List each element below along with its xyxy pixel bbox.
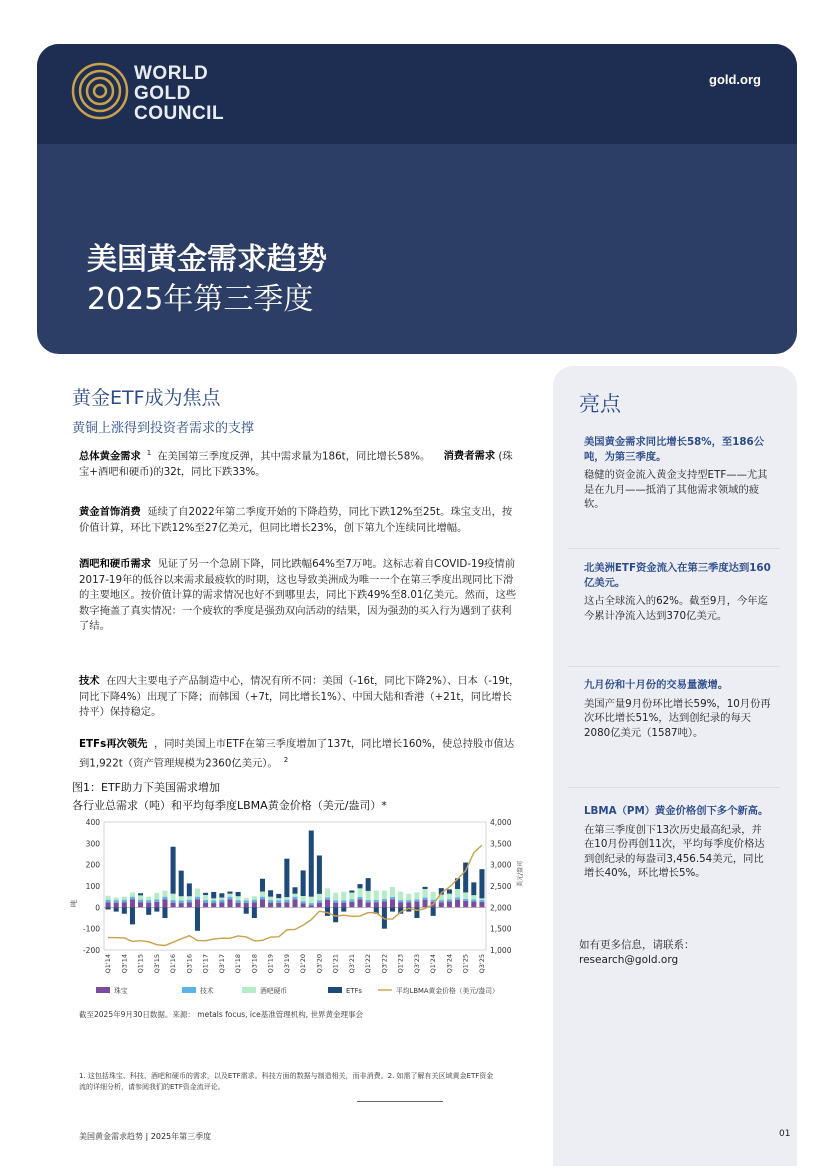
highlight-item: 九月份和十月份的交易量激增。 美国产量9月份环比增长59%，10月份再次环比增长51%，达到创纪录的每天2080亿美元（1587吨）。 — [584, 679, 771, 739]
bar-珠宝 — [317, 903, 322, 908]
bar-酒吧硬币 — [349, 893, 354, 900]
bar-ETFs — [325, 907, 330, 916]
bar-酒吧硬币 — [431, 892, 436, 900]
bar-酒吧硬币 — [236, 896, 241, 900]
x-tick-label: Q3'16 — [185, 954, 194, 974]
bar-ETFs — [195, 907, 200, 930]
bar-酒吧硬币 — [358, 888, 363, 897]
bar-ETFs — [260, 879, 265, 892]
highlight-divider — [568, 666, 780, 667]
bar-酒吧硬币 — [284, 897, 289, 900]
bar-技术 — [146, 900, 151, 903]
bar-珠宝 — [203, 903, 208, 908]
wgc-logo-icon — [71, 62, 129, 120]
left-axis-label: 吨 — [70, 900, 78, 907]
highlight-item: 美国黄金需求同比增长58%，至186公吨，为第三季度。 稳健的资金流入黄金支持型ETF——尤其是在九月——抵消了其他需求领域的疲软。 — [584, 436, 768, 510]
bar-技术 — [398, 900, 403, 902]
bar-珠宝 — [130, 899, 135, 907]
bar-ETFs — [171, 847, 176, 894]
bar-珠宝 — [244, 903, 249, 907]
bar-技术 — [219, 900, 224, 903]
x-tick-label: Q1'14 — [104, 954, 113, 974]
bar-珠宝 — [268, 903, 273, 908]
x-tick-label: Q1'20 — [299, 954, 308, 974]
bar-ETFs — [301, 870, 306, 896]
bar-技术 — [179, 901, 184, 904]
y-tick-label: 300 — [85, 839, 100, 849]
y2-tick-label: 4,000 — [490, 818, 512, 827]
paragraph-jewellery: 黄金首饰消费 延续了自2022年第二季度开始的下降趋势，同比下跌12%至25t。珠宝支出，按价值计算，环比下跌12%至27亿美元，但同比增长23%，创下第九个连续同比增幅。 — [79, 506, 513, 534]
bar-ETFs — [284, 859, 289, 897]
x-tick-label: Q1'24 — [429, 954, 438, 974]
bar-珠宝 — [179, 903, 184, 907]
site-link[interactable]: gold.org — [709, 72, 761, 87]
bar-技术 — [276, 900, 281, 903]
y-tick-label: 100 — [85, 882, 100, 891]
bar-技术 — [236, 900, 241, 903]
paragraph-etfs: ETFs再次领先 ，同时美国上市ETF在第三季度增加了137t，同比增长160%，使总持股市值达到1,922t（资产管理规模为2360亿美元）。 $^2$ — [79, 738, 515, 769]
bar-技术 — [162, 897, 167, 900]
bar-技术 — [423, 898, 428, 900]
bar-酒吧硬币 — [244, 898, 249, 900]
bar-酒吧硬币 — [276, 898, 281, 900]
legend-label: 酒吧硬币 — [260, 987, 288, 995]
legend-label: ETFs — [346, 987, 362, 995]
y-tick-label: -100 — [82, 924, 100, 934]
paragraph-technology: 技术 在四大主要电子产品制造中心，情况有所不同：美国（-16t，同比下降2%）、日本（-19t，同比下降4%）出现了下降；而韩国（+7t，同比增长1%）、中国大陆和香港（+21t，同比增长持平）保持稳定。 — [79, 675, 520, 718]
y2-tick-label: 1,500 — [490, 924, 512, 934]
bar-技术 — [268, 900, 273, 903]
legend-label: 平均LBMA黄金价格（美元/盎司） — [396, 987, 499, 995]
bar-技术 — [358, 897, 363, 899]
bar-技术 — [463, 899, 468, 901]
report-period: 2025年第三季度 — [87, 282, 314, 317]
bar-技术 — [366, 900, 371, 902]
bar-ETFs — [236, 892, 241, 896]
x-tick-label: Q1'25 — [461, 954, 470, 974]
bar-酒吧硬币 — [138, 895, 143, 899]
x-tick-label: Q1'22 — [364, 954, 373, 974]
x-tick-label: Q1'16 — [169, 954, 178, 974]
bar-技术 — [130, 897, 135, 900]
bar-技术 — [244, 900, 249, 903]
bar-珠宝 — [414, 901, 419, 907]
bar-ETFs — [122, 907, 127, 913]
bar-技术 — [479, 900, 484, 902]
bar-酒吧硬币 — [260, 892, 265, 897]
bar-珠宝 — [260, 899, 265, 907]
bar-ETFs — [366, 878, 371, 891]
highlight-item: LBMA（PM）黄金价格创下多个新高。 在第三季度创下13次历史最高纪录，并在10月份再创11次，平均每季度价格达到创纪录的每盎司3,456.54美元，同比增长40%，环比增长5%。 — [584, 805, 769, 879]
bar-ETFs — [292, 887, 297, 893]
bar-ETFs — [162, 907, 167, 918]
footer-report-name: 美国黄金需求趋势 | 2025年第三季度 — [79, 1132, 212, 1141]
bar-技术 — [106, 900, 111, 903]
bar-技术 — [447, 899, 452, 901]
y2-tick-label: 1,000 — [490, 946, 512, 955]
demand-chart — [70, 812, 530, 1008]
header-banner — [37, 44, 797, 354]
bar-酒吧硬币 — [187, 896, 192, 899]
highlight-item: 北美洲ETF资金流入在第三季度达到160亿美元。 这占全球流入的62%。截至9月，今年迄今累计净流入达到370亿美元。 — [584, 562, 771, 622]
bar-酒吧硬币 — [325, 888, 330, 897]
bar-技术 — [260, 897, 265, 900]
x-tick-label: Q3'14 — [120, 954, 129, 974]
bar-酒吧硬币 — [162, 891, 167, 897]
legend-swatch — [182, 987, 196, 993]
logo-wordmark: WORLD GOLD COUNCIL — [134, 63, 225, 124]
bar-ETFs — [187, 883, 192, 896]
bar-ETFs — [227, 892, 232, 894]
bar-ETFs — [130, 907, 135, 924]
bar-酒吧硬币 — [114, 898, 119, 901]
right-axis-label: 美元/盎司 — [517, 860, 524, 887]
bar-技术 — [187, 900, 192, 903]
bar-技术 — [114, 900, 119, 903]
bar-酒吧硬币 — [479, 898, 484, 899]
bar-酒吧硬币 — [268, 897, 273, 900]
bar-珠宝 — [309, 905, 314, 907]
bar-技术 — [203, 900, 208, 903]
bar-ETFs — [479, 869, 484, 898]
bar-酒吧硬币 — [463, 892, 468, 898]
bar-珠宝 — [227, 899, 232, 907]
legend-label: 珠宝 — [114, 987, 128, 995]
x-tick-label: Q1'17 — [201, 954, 210, 974]
bar-珠宝 — [219, 902, 224, 907]
contact-info: 如有更多信息，请联系：research@gold.org — [579, 939, 695, 966]
bar-酒吧硬币 — [390, 887, 395, 897]
x-tick-label: Q3'24 — [445, 954, 454, 974]
bar-技术 — [211, 901, 216, 904]
bar-ETFs — [390, 907, 395, 911]
bar-酒吧硬币 — [203, 895, 208, 900]
bar-酒吧硬币 — [414, 892, 419, 899]
bar-珠宝 — [236, 903, 241, 908]
x-tick-label: Q1'15 — [136, 954, 145, 974]
bar-技术 — [252, 900, 257, 903]
bar-技术 — [195, 897, 200, 900]
x-tick-label: Q3'19 — [282, 954, 291, 974]
bar-珠宝 — [463, 901, 468, 907]
bar-酒吧硬币 — [122, 897, 127, 900]
bar-珠宝 — [162, 899, 167, 907]
bar-ETFs — [341, 907, 346, 911]
bar-酒吧硬币 — [471, 895, 476, 899]
bar-酒吧硬币 — [406, 894, 411, 900]
bar-珠宝 — [390, 899, 395, 907]
bar-技术 — [138, 900, 143, 903]
x-tick-label: Q3'17 — [217, 954, 226, 974]
x-tick-label: Q3'25 — [477, 954, 486, 974]
footnote: 1. 这包括珠宝、科技、酒吧和硬币的需求，以及ETF需求。科技方面的数据与制造相关，而非消费。2. 如需了解有关区域黄金ETF资金流的详细分析，请参阅我们的ETF资金流评论。 — [79, 1072, 494, 1091]
x-tick-label: Q1'23 — [396, 954, 405, 974]
bar-珠宝 — [471, 902, 476, 908]
bar-珠宝 — [292, 899, 297, 907]
bar-珠宝 — [325, 900, 330, 908]
bar-酒吧硬币 — [447, 894, 452, 900]
bar-酒吧硬币 — [455, 889, 460, 898]
report-title: 美国黄金需求趋势 — [87, 242, 327, 277]
bar-技术 — [317, 900, 322, 902]
bar-酒吧硬币 — [227, 894, 232, 897]
page-number: 01 — [779, 1129, 791, 1139]
bar-珠宝 — [106, 902, 111, 907]
bar-珠宝 — [382, 901, 387, 907]
bar-ETFs — [431, 907, 436, 916]
bar-ETFs — [203, 893, 208, 895]
bar-酒吧硬币 — [292, 894, 297, 897]
bar-珠宝 — [146, 903, 151, 908]
bar-ETFs — [447, 889, 452, 893]
bar-珠宝 — [455, 900, 460, 908]
bar-技术 — [406, 900, 411, 902]
bar-技术 — [382, 899, 387, 901]
bar-技术 — [414, 899, 419, 901]
bar-珠宝 — [114, 903, 119, 908]
bar-酒吧硬币 — [317, 894, 322, 900]
y-tick-label: -200 — [82, 946, 100, 955]
bar-酒吧硬币 — [309, 897, 314, 903]
y2-tick-label: 2,500 — [490, 882, 512, 891]
bar-技术 — [455, 898, 460, 900]
bar-酒吧硬币 — [171, 894, 176, 900]
x-tick-label: Q3'18 — [250, 954, 259, 974]
bar-珠宝 — [138, 902, 143, 907]
bar-ETFs — [146, 907, 151, 914]
bar-珠宝 — [211, 903, 216, 907]
paragraph-overall-demand: 总体黄金需求 $^1$ 在美国第三季度反弹，其中需求量为186t，同比增长58%。 消费者需求 (珠宝+酒吧和硬币)的32t，同比下跌33%。 — [79, 449, 513, 478]
bar-珠宝 — [276, 903, 281, 907]
bar-ETFs — [317, 855, 322, 893]
legend-swatch — [96, 987, 110, 993]
bar-珠宝 — [479, 902, 484, 907]
bar-珠宝 — [374, 902, 379, 907]
bar-技术 — [301, 901, 306, 903]
bar-珠宝 — [171, 903, 176, 908]
y2-tick-label: 3,000 — [490, 860, 512, 870]
bar-ETFs — [471, 882, 476, 895]
bar-酒吧硬币 — [333, 893, 338, 901]
bar-珠宝 — [366, 902, 371, 907]
y-tick-label: 200 — [85, 860, 100, 870]
bar-ETFs — [219, 893, 224, 897]
bar-珠宝 — [187, 902, 192, 907]
y2-tick-label: 3,500 — [490, 839, 512, 849]
bar-珠宝 — [423, 900, 428, 908]
x-tick-label: Q1'18 — [234, 954, 243, 974]
bar-酒吧硬币 — [195, 889, 200, 897]
plot-frame — [104, 822, 486, 950]
bar-技术 — [325, 897, 330, 899]
bar-酒吧硬币 — [252, 896, 257, 899]
y-tick-label: 0 — [95, 903, 100, 913]
bar-ETFs — [423, 887, 428, 889]
x-tick-label: Q3'23 — [412, 954, 421, 974]
bar-珠宝 — [341, 903, 346, 908]
footnote-divider — [357, 1101, 443, 1102]
highlights-title: 亮点 — [579, 392, 621, 416]
bar-ETFs — [309, 831, 314, 897]
bar-酒吧硬币 — [423, 889, 428, 898]
bar-酒吧硬币 — [219, 898, 224, 900]
figure-source: 截至2025年9月30日数据。来源： metals focus, ice基准管理机构, 世界黄金理事会 — [79, 1010, 363, 1019]
bar-ETFs — [138, 893, 143, 895]
legend-swatch — [242, 987, 256, 993]
bar-技术 — [390, 897, 395, 899]
bar-技术 — [341, 900, 346, 902]
bar-ETFs — [414, 907, 419, 918]
legend-label: 技术 — [200, 987, 214, 995]
bar-珠宝 — [333, 903, 338, 908]
bar-技术 — [122, 900, 127, 903]
section-title: 黄金ETF成为焦点 — [72, 387, 221, 409]
bar-酒吧硬币 — [146, 897, 151, 900]
bar-珠宝 — [252, 902, 257, 907]
bar-技术 — [333, 900, 338, 902]
highlight-divider — [568, 787, 780, 788]
bar-ETFs — [114, 907, 119, 911]
bar-酒吧硬币 — [154, 893, 159, 899]
bar-酒吧硬币 — [374, 890, 379, 899]
bar-珠宝 — [349, 902, 354, 908]
bar-珠宝 — [154, 902, 159, 908]
bar-珠宝 — [122, 902, 127, 907]
bar-酒吧硬币 — [341, 892, 346, 901]
bar-ETFs — [211, 892, 216, 898]
bar-技术 — [471, 899, 476, 901]
bar-ETFs — [106, 907, 111, 909]
figure-title: 图1：ETF助力下美国需求增加 — [72, 781, 220, 794]
x-tick-label: Q3'15 — [152, 954, 161, 974]
figure-subtitle: 各行业总需求（吨）和平均每季度LBMA黄金价格（美元/盎司）* — [72, 799, 387, 812]
bar-珠宝 — [195, 899, 200, 907]
bar-酒吧硬币 — [106, 896, 111, 900]
bar-技术 — [284, 900, 289, 903]
bar-珠宝 — [301, 903, 306, 907]
bar-珠宝 — [358, 899, 363, 907]
x-tick-label: Q3'22 — [380, 954, 389, 974]
x-tick-label: Q3'21 — [347, 954, 356, 974]
bar-酒吧硬币 — [211, 898, 216, 900]
bar-ETFs — [252, 907, 257, 918]
bar-技术 — [374, 900, 379, 902]
bar-技术 — [292, 897, 297, 900]
bar-技术 — [309, 903, 314, 905]
section-subtitle: 黄铜上涨得到投资者需求的支撑 — [72, 421, 255, 436]
bar-ETFs — [349, 890, 354, 892]
x-tick-label: Q1'21 — [331, 954, 340, 974]
bar-酒吧硬币 — [179, 896, 184, 900]
y-tick-label: 400 — [85, 818, 100, 827]
bar-酒吧硬币 — [382, 890, 387, 899]
bar-技术 — [171, 900, 176, 903]
bar-珠宝 — [439, 902, 444, 907]
bar-酒吧硬币 — [366, 891, 371, 900]
bar-技术 — [154, 899, 159, 902]
bar-ETFs — [268, 890, 273, 896]
bar-ETFs — [276, 894, 281, 898]
highlight-divider — [568, 548, 780, 549]
bar-ETFs — [244, 907, 249, 913]
paragraph-bar-coin: 酒吧和硬币需求 见证了另一个急剧下降，同比跌幅64%至7万吨。这标志着自COVID-19疫情前2017-19年的低谷以来需求最疲软的时期，这也导致美洲成为唯一一个在第三季度出现同比下滑的主要地区。按价值计算的需求情况也好不到哪里去，同比下跌49%至8.01亿美元。然而，这些数字掩盖了真实情况：一个疲软的季度是强劲双向活动的结果，因为强劲的买入行为遇到了获利了结。 — [79, 558, 517, 632]
x-tick-label: Q1'19 — [266, 954, 275, 974]
bar-酒吧硬币 — [301, 896, 306, 901]
bar-珠宝 — [398, 902, 403, 907]
bar-技术 — [227, 897, 232, 900]
bar-技术 — [439, 900, 444, 902]
bar-ETFs — [154, 907, 159, 911]
legend-swatch — [328, 987, 342, 993]
bar-酒吧硬币 — [398, 892, 403, 901]
bar-珠宝 — [447, 901, 452, 907]
bar-ETFs — [358, 884, 363, 888]
bar-珠宝 — [406, 902, 411, 907]
y2-tick-label: 2,000 — [490, 903, 512, 913]
x-tick-label: Q3'20 — [315, 954, 324, 974]
bar-酒吧硬币 — [130, 892, 135, 896]
bar-珠宝 — [284, 902, 289, 907]
bar-技术 — [349, 899, 354, 901]
bar-ETFs — [179, 871, 184, 897]
